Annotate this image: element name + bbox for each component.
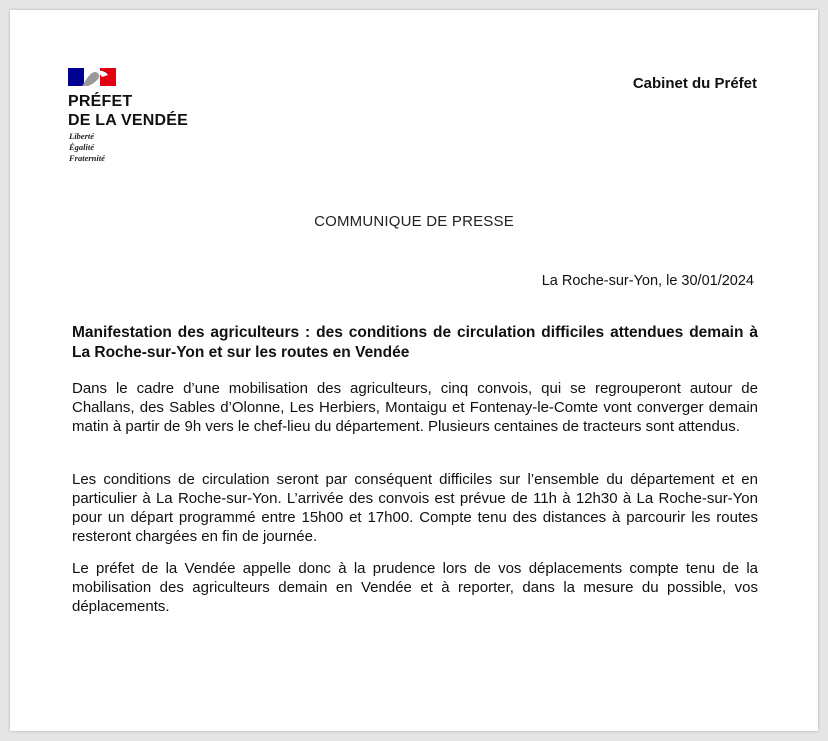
french-flag-marianne-icon <box>68 68 116 86</box>
motto-egalite: Égalité <box>69 142 95 152</box>
republic-motto <box>69 131 105 164</box>
press-release-page <box>10 10 818 731</box>
prefecture-name-line2: DE LA VENDÉE <box>68 112 189 129</box>
prefecture-name-line1: PRÉFET <box>68 93 133 110</box>
paragraph-1: Dans le cadre d’une mobilisation des agriculteurs, cinq convois, qui se regrouperont autour de Challans, des Sables d’Olonne, Les Herbiers, Montaigu et Fontenay-le-Comte vont converger demain matin à partir de 9h vers le chef-lieu du département. Plusieurs centaines de tracteurs sont attendus. <box>72 380 758 435</box>
paragraph-2: Les conditions de circulation seront par conséquent difficiles sur l’ensemble du département et en particulier à La Roche-sur-Yon. L’arrivée des convois est prévue de 11h à 12h30 à La Roche-sur-Yon pour un départ programmé entre 15h00 et 17h00. Compte tenu des distances à parcourir les routes resteront chargées en fin de journée. <box>72 471 758 545</box>
place-and-date: La Roche-sur-Yon, le 30/01/2024 <box>541 273 754 289</box>
paragraph-3: Le préfet de la Vendée appelle donc à la prudence lors de vos déplacements compte tenu de la mobilisation des agriculteurs demain en Vendée et à reporter, dans la mesure du possible, vos déplacements. <box>72 560 758 615</box>
document-type-title: COMMUNIQUE DE PRESSE <box>314 213 514 230</box>
motto-liberte: Liberté <box>69 131 95 141</box>
prefecture-name <box>68 92 188 130</box>
motto-fraternite: Fraternité <box>69 153 105 163</box>
press-release-headline: Manifestation des agriculteurs : des conditions de circulation difficiles attendues demain à La Roche-sur-Yon et sur les routes en Vendée <box>72 324 758 361</box>
issuing-department: Cabinet du Préfet <box>632 75 757 92</box>
